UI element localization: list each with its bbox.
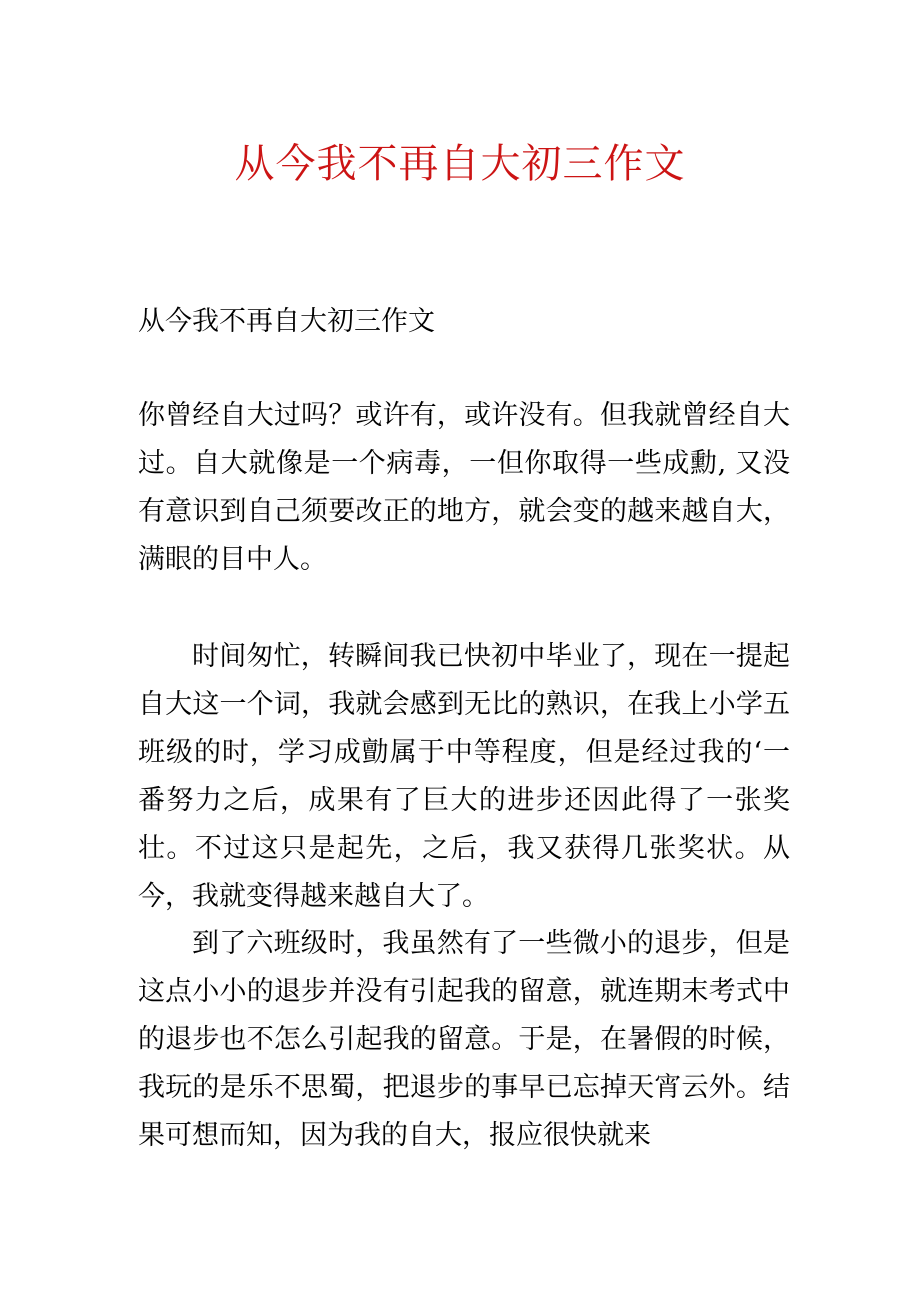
paragraph-3: 到了六班级时，我虽然有了一些微小的退步，但是这点小小的退步并没有引起我的留意，就连期末考式中的退步也不怎么引起我的留意。于是，在暑假的时候，我玩的是乐不思蜀，把退步的事早已忘掉天宵云外。结果可想而知，因为我的自大，报应很快就来: [138, 928, 790, 1151]
paragraph-1: 你曾经自大过吗？或许有，或许没有。但我就曾经自大过。自大就像是一个病毒，一但你取得一些成勳, 又没有意识到自己须要改正的地方，就会变的越来越自大，满眼的目中人。: [138, 400, 790, 575]
document-subtitle: 从今我不再自大初三作文: [138, 306, 435, 337]
page-title: 从今我不再自大初三作文: [234, 141, 686, 187]
paragraph-2: 时间匆忙，转瞬间我已快初中毕业了，现在一提起自大这一个词，我就会感到无比的熟识，在我上小学五班级的时，学习成勯属于中等程度，但是经过我的‘一番努力之后，成果有了巨大的进步还因此得了一张奖壮。不过这只是起先，之后，我又获得几张奖状。从今，我就变得越来越自大了。: [138, 641, 790, 912]
